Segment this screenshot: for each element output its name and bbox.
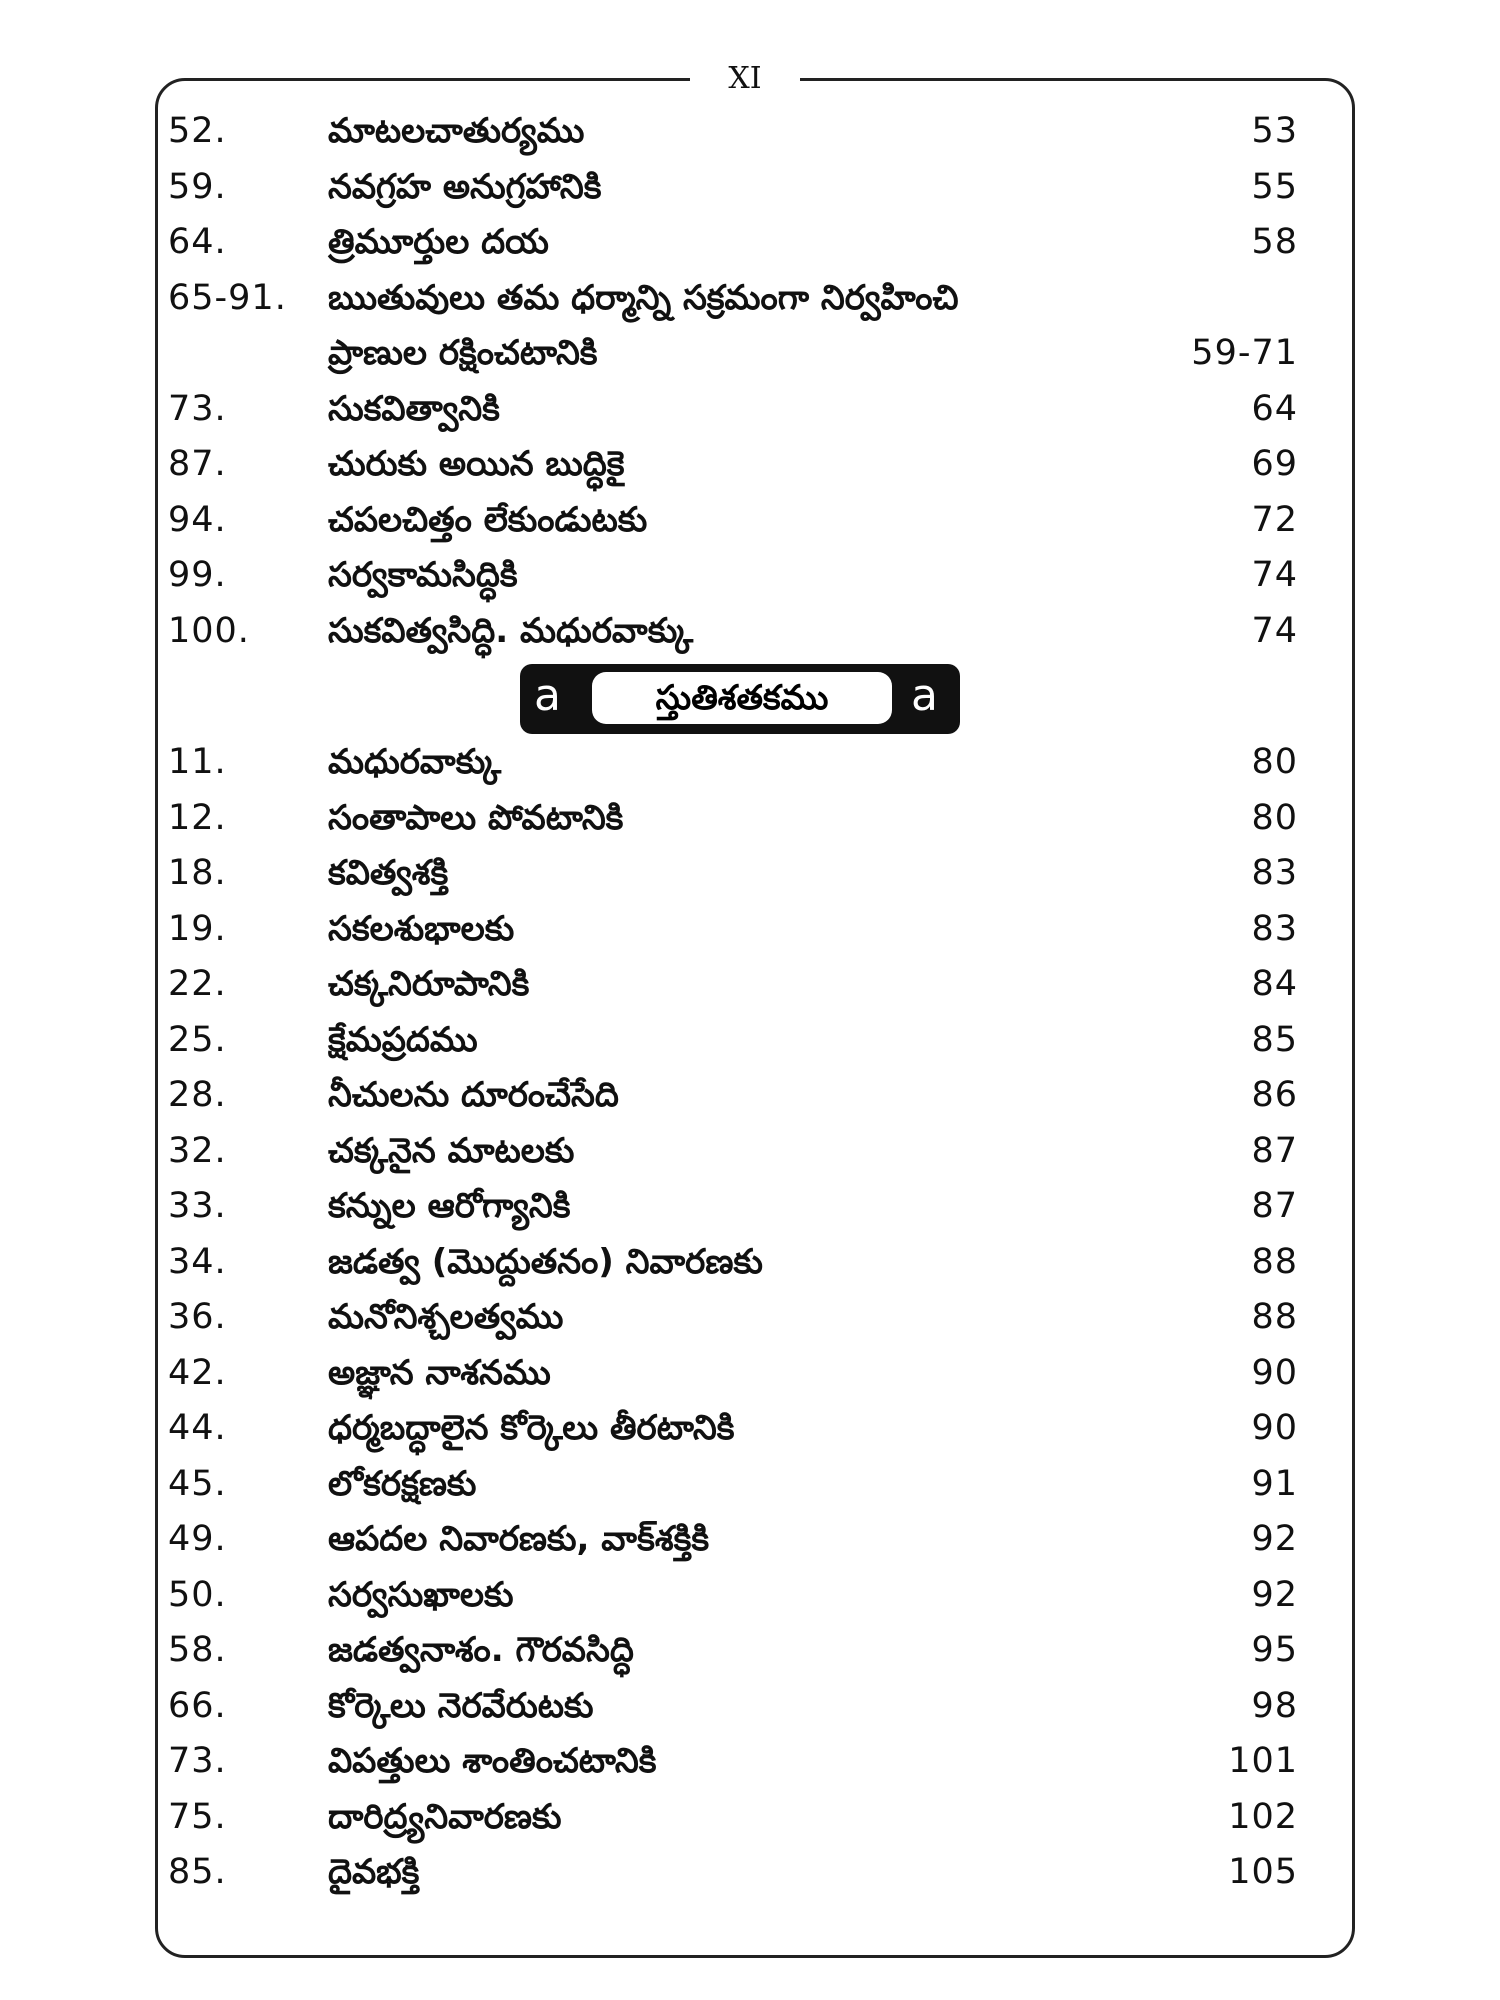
toc-row [168, 1124, 1328, 1180]
toc-row [168, 791, 1328, 847]
entry-number: 11. [168, 742, 227, 782]
entry-title: కవిత్వశక్తి [328, 853, 449, 893]
entry-title: మధురవాక్కు [328, 742, 502, 782]
toc-row [168, 1013, 1328, 1069]
entry-number: 34. [168, 1241, 227, 1282]
banner-title: స్తుతిశతకము [592, 672, 892, 724]
entry-number: 100. [168, 610, 250, 651]
entry-title: చురుకు అయిన బుద్ధికై [328, 444, 625, 484]
entry-page: 74 [1251, 610, 1298, 651]
toc-row [168, 957, 1328, 1013]
entry-page: 55 [1251, 166, 1298, 207]
entry-title: సుకవిత్వసిద్ధి. మధురవాక్కు [328, 610, 694, 651]
entry-title: మనోనిశ్చలత్వము [328, 1297, 564, 1337]
entry-number: 49. [168, 1519, 227, 1559]
entry-title: త్రిమూర్తుల దయ [328, 222, 549, 262]
entry-title: సుకవిత్వానికి [328, 388, 500, 429]
entry-title: సర్వకామసిద్ధికి [328, 555, 518, 595]
entry-number: 33. [168, 1186, 227, 1226]
toc-row [168, 1568, 1328, 1624]
toc-row [168, 493, 1328, 549]
entry-page: 84 [1251, 964, 1298, 1004]
toc-row [168, 902, 1328, 958]
entry-title: ఆపదల నివారణకు, వాక్‌శక్తికి [328, 1519, 710, 1559]
entry-title: కోర్కెలు నెరవేరుటకు [328, 1685, 594, 1726]
entry-title: దైవభక్తి [328, 1852, 420, 1892]
toc-row [168, 735, 1328, 791]
entry-page: 92 [1251, 1519, 1298, 1559]
entry-number: 73. [168, 1741, 227, 1781]
entry-title: సకలశుభాలకు [328, 908, 515, 949]
entry-title: నవగ్రహ అనుగ్రహానికి [328, 166, 602, 207]
entry-number: 28. [168, 1075, 227, 1115]
entry-number: 59. [168, 166, 227, 207]
entry-title: అజ్ఞాన నాశనము [328, 1352, 551, 1393]
toc-row [168, 846, 1328, 902]
toc-row [168, 1290, 1328, 1346]
toc-row [168, 326, 1328, 382]
entry-page: 91 [1251, 1463, 1298, 1504]
entry-number: 36. [168, 1297, 227, 1337]
entry-page: 92 [1251, 1574, 1298, 1615]
entry-title: జడత్వ (మొద్దుతనం) నివారణకు [328, 1241, 763, 1282]
entry-title: చక్కనైన మాటలకు [328, 1130, 575, 1171]
toc-row [168, 1790, 1328, 1846]
entry-page: 88 [1251, 1241, 1298, 1282]
toc-row [168, 1346, 1328, 1402]
toc-row [168, 1068, 1328, 1124]
entry-number: 25. [168, 1019, 227, 1060]
entry-number: 45. [168, 1463, 227, 1504]
entry-title: కన్నుల ఆరోగ్యానికి [328, 1186, 571, 1226]
toc-row [168, 604, 1328, 660]
entry-page: 90 [1251, 1408, 1298, 1448]
entry-page: 58 [1251, 222, 1298, 262]
toc-row [168, 1734, 1328, 1790]
banner-left-glyph: a [534, 670, 561, 721]
toc-row [168, 548, 1328, 604]
toc-row [168, 1623, 1328, 1679]
entry-page: 72 [1251, 499, 1298, 540]
entry-number: 32. [168, 1130, 227, 1171]
entry-page: 83 [1251, 853, 1298, 893]
entry-page: 101 [1228, 1741, 1298, 1781]
entry-page: 102 [1228, 1796, 1298, 1837]
entry-page: 80 [1251, 742, 1298, 782]
toc-section-1 [168, 104, 1328, 659]
entry-number: 99. [168, 555, 227, 595]
entry-number: 87. [168, 444, 227, 484]
toc-row [168, 1235, 1328, 1291]
entry-page: 95 [1251, 1630, 1298, 1670]
section-banner [520, 664, 960, 734]
entry-number: 42. [168, 1352, 227, 1393]
toc-row [168, 104, 1328, 160]
entry-number: 66. [168, 1685, 227, 1726]
entry-title: చక్కనిరూపానికి [328, 964, 530, 1004]
entry-number: 12. [168, 797, 227, 838]
entry-title: ప్రాణుల రక్షించటానికి [328, 333, 598, 373]
entry-page: 69 [1251, 444, 1298, 484]
toc-row [168, 1512, 1328, 1568]
toc-row [168, 437, 1328, 493]
page-number: XI [690, 56, 800, 102]
entry-number: 73. [168, 388, 227, 429]
toc-row [168, 382, 1328, 438]
entry-number: 52. [168, 111, 227, 151]
entry-page: 59-71 [1191, 333, 1298, 373]
banner-right-glyph: a [911, 670, 938, 721]
entry-page: 86 [1251, 1075, 1298, 1115]
toc-row [168, 1179, 1328, 1235]
entry-number: 65-91. [168, 277, 287, 318]
entry-title: లోకరక్షణకు [328, 1463, 477, 1504]
entry-page: 98 [1251, 1685, 1298, 1726]
toc-row [168, 1679, 1328, 1735]
entry-page: 74 [1251, 555, 1298, 595]
entry-number: 58. [168, 1630, 227, 1670]
entry-page: 64 [1251, 388, 1298, 429]
entry-number: 44. [168, 1408, 227, 1448]
entry-title: సంతాపాలు పోవటానికి [328, 797, 624, 838]
entry-title: విపత్తులు శాంతించటానికి [328, 1741, 657, 1781]
entry-page: 85 [1251, 1019, 1298, 1060]
toc-row [168, 1845, 1328, 1901]
entry-title: నీచులను దూరంచేసేది [328, 1075, 619, 1115]
entry-title: క్షేమప్రదము [328, 1019, 478, 1060]
toc-row [168, 1401, 1328, 1457]
toc-row [168, 271, 1328, 327]
entry-page: 88 [1251, 1297, 1298, 1337]
entry-title: ధర్మబద్ధాలైన కోర్కెలు తీరటానికి [328, 1408, 735, 1448]
entry-number: 19. [168, 908, 227, 949]
entry-page: 83 [1251, 908, 1298, 949]
entry-page: 53 [1251, 111, 1298, 151]
entry-number: 18. [168, 853, 227, 893]
entry-title: జడత్వనాశం. గౌరవసిద్ధి [328, 1630, 634, 1670]
entry-title: ఋతువులు తమ ధర్మాన్ని సక్రమంగా నిర్వహించి [328, 277, 959, 318]
entry-page: 80 [1251, 797, 1298, 838]
entry-page: 105 [1228, 1852, 1298, 1892]
entry-title: మాటలచాతుర్యము [328, 111, 585, 151]
toc-row [168, 215, 1328, 271]
entry-page: 87 [1251, 1186, 1298, 1226]
entry-title: సర్వసుఖాలకు [328, 1574, 514, 1615]
toc-section-2 [168, 735, 1328, 1901]
entry-page: 87 [1251, 1130, 1298, 1171]
entry-number: 85. [168, 1852, 227, 1892]
entry-page: 90 [1251, 1352, 1298, 1393]
entry-title: దారిద్ర్యనివారణకు [328, 1796, 562, 1837]
entry-number: 75. [168, 1796, 227, 1837]
entry-number: 94. [168, 499, 227, 540]
entry-number: 64. [168, 222, 227, 262]
toc-row [168, 1457, 1328, 1513]
toc-row [168, 160, 1328, 216]
entry-number: 22. [168, 964, 227, 1004]
entry-number: 50. [168, 1574, 227, 1615]
entry-title: చపలచిత్తం లేకుండుటకు [328, 499, 648, 540]
